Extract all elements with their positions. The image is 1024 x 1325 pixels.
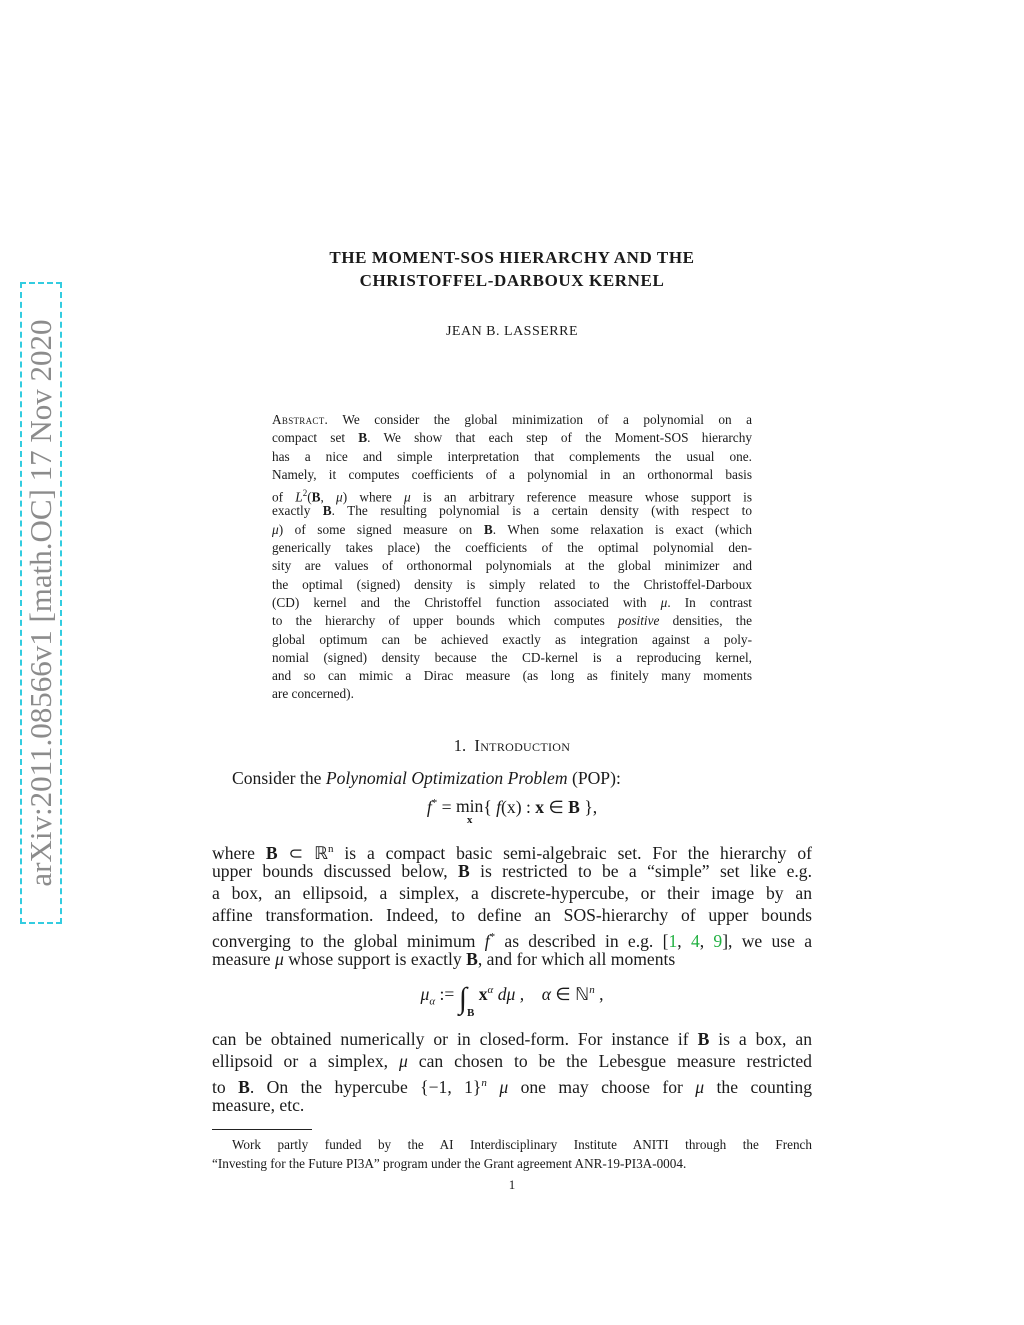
footnote-rule: [212, 1129, 312, 1130]
section-heading-introduction: 1. Introduction: [453, 736, 571, 755]
footnote: Work partly funded by the AI Interdisciplinary Institute ANITI through the French “Investing for the Future PI3A” program under the Grant agreement ANR-19-PI3A-0004.: [212, 1137, 812, 1171]
citation-link-4[interactable]: 4: [690, 930, 700, 951]
equation-moments: $\mu_\alpha$ := $\int_B$ $x^\alpha$ dμ , α ∈ ℕ$^n$ ,: [420, 982, 604, 1019]
intro-paragraph-1: Consider the Polynomial Optimization Problem (POP):: [232, 768, 621, 788]
abstract-line: We consider the global minimization of a polynomial on a: [342, 412, 752, 427]
citation-link-9[interactable]: 9: [713, 930, 723, 951]
abstract-label: Abstract.: [272, 412, 329, 427]
intro-paragraph-2: where B ⊂ ℝ$^n$ is a compact basic semi-algebraic set. For the hierarchy of upper bounds discussed below, B is restricted to be a “simple” set like e.g. a box, an ellipsoid, a simplex, a discrete-hypercube, or their image by an affine transformation. Indeed, to define an SOS-hierarchy of upper bounds converging to the global minimum f* as described in e.g. [1, 4, 9], we use a measure μ whose support is exactly B, and for which all moments: [212, 842, 813, 969]
abstract: Abstract. We consider the global minimization of a polynomial on a compact set B. We show that each step of the Moment-SOS hierarchy has a nice and simple interpretation that complements the usual one. Namely, it computes coefficients of a polynomial in an orthonormal basis of $L^2(B$, μ) where μ is an arbitrary reference measure whose support is exactly B. The resulting polynomial is a certain density (with respect to μ) of some signed measure on B. When some relaxation is exact (which generically takes place) the coefficients of the optimal polynomial den- sity are values of orthonormal polynomials at the global minimizer and the optimal (signed) density is simply related to the Christoffel-Darboux (CD) kernel and the Christoffel function associated with μ. In contrast to the hierarchy of upper bounds which computes positive densities, the global optimum can be achieved exactly as integration against a poly- nomial (signed) density because the CD-kernel is a reproducing kernel, and so can mimic a Dirac measure (as long as finitely many moments are concerned).: [272, 412, 753, 702]
arxiv-side-stamp: [20, 282, 62, 924]
paper-title-line-2: CHRISTOFFEL-DARBOUX KERNEL: [359, 271, 665, 290]
equation-pop: f* = min x { f(x) : x ∈ B },: [426, 796, 598, 826]
citation-link-1[interactable]: 1: [668, 930, 678, 951]
paper-title-line-1: THE MOMENT-SOS HIERARCHY AND THE: [329, 248, 695, 267]
intro-paragraph-3: can be obtained numerically or in closed-form. For instance if B is a box, an ellipsoid or a simplex, μ can chosen to be the Lebesgue measure restricted to B. On the hypercube {−1, 1}$^n$ μ one may choose for μ the counting measure, etc.: [212, 1029, 813, 1115]
page-number: 1: [508, 1177, 516, 1192]
arxiv-stamp-text: arXiv:2011.08566v1 [math.OC] 17 Nov 2020: [23, 319, 58, 887]
author-name: JEAN B. LASSERRE: [445, 324, 579, 339]
